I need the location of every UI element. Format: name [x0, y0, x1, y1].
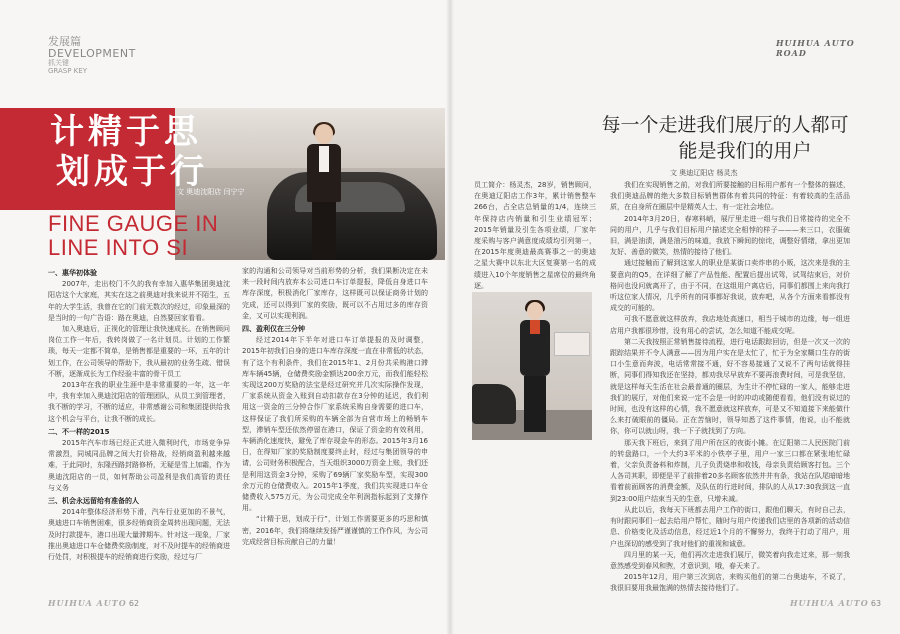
paragraph: 经过2014年下半年对进口车订单提报的及时调整，2015年初我们自身的进口车库存深度一直在非常低的状态，有了这个有利条件，我们在2015年1、2月份共采购港口滞库车辆45辆，仓储费奖励金额达200余万元，而我们能轻松实现这200万奖励的法宝是经过研究并几次实际操作发现，厂家系统从资金入账到自动扣款存在3分钟的延迟，我们利用这一资金的三分钟合作厂家系统采购自身需要的进口车，这样保证了我们所采购的车辆全部为自营市场上的畅销车型，滞销车型还依然停留在港口，保证了资金的有效利用，车辆消化速度快，避免了库存现金车的形态。2015年3月16日，在得知厂家的奖励制度要终止时，经过与集团领导的申请，公司财务积极配合，当天组织3000万资金上账，我们还是利用这资金3分钟，采购了69辆厂家奖励车型，实现300余万元的仓储费收入。2015年1季度，我们共实现进口车仓储费收入575万元，为公司完成全年利润指标起到了支撑作用。 [242, 336, 428, 513]
article-column-right [610, 180, 850, 595]
paragraph: 通过接触而了解到这家人的职业是某街口卖炸串的小贩，这次来是我的主要意向的Q5，在详细了解了产品性能、配置后提出试驾，试驾结束后，对价格问也没问就离开了，由于不同，在这组用户离店后，同事们都围上来向我打听这位家人情况，几乎所有的同事都好我说，放弃吧，从各个方面来看都没有成交的可能的。 [610, 259, 850, 313]
footer-left [48, 598, 139, 608]
profile-column [474, 180, 596, 292]
section-zh: 发展篇 [48, 35, 81, 48]
paragraph: 2015年汽车市场已经正式进入微利时代，市场竞争异常激烈，同城同品牌之间大打价格战，经销商盈利越来越难，于此同时，东隆西路封路修桥，无疑是雪上加霜，作为奥迪沈阳店的一员，如何帮助公司盈利是我们高管的责任 与义务 [48, 439, 230, 492]
article-title [590, 112, 860, 164]
section-sub-en: GRASP KEY [48, 66, 87, 75]
footer-right [790, 598, 881, 608]
page-number-right: 63 [870, 599, 882, 608]
paragraph: 从此以后，我每天下班都去用户工作的街口，跟他们聊天，有时自己去，有时跟同事们一起去给用户帮忙，随时与用户传递我们店里的各项新的活动信息、价格变化及活动信息，经过近1个月的不懈努力，我终于打动了用户，用户也深切的感受到了我对他们的重视和诚意。 [610, 505, 850, 548]
logo-line2: ROAD [776, 48, 807, 58]
article-title-line2: 能是我们的用户 [678, 140, 812, 162]
section-header [48, 36, 136, 76]
article-column-2 [242, 266, 428, 548]
english-title-line1: FINE GAUGE IN [48, 211, 219, 236]
paragraph: 员工简介：杨灵杰，28岁，销售顾问，在奥迪辽阳店工作3年，累计销售整车266台，占全店总销量的1/4，连续三年保持店内销量和引生业绩冠军；2015年销量及引生各项业绩，厂家年度采购与客户满意度成绩均引列第一，在2015年度奥迪最高赛事之一的奥迪之星大赛中以东北大区复赛第一名的成绩进入10个年度销售之星席位的最终角逐。 [474, 181, 596, 290]
logo-line1: HUIHUA AUTO [776, 38, 855, 48]
paragraph: 2015年12月，用户第三次到店，来购买他们的第二台奥迪车，不说了，我很旧要用我最饱满的热情去接待他们了。 [610, 573, 850, 593]
paragraph: 2007年，走出校门不久的我有幸加入惠华集团奥迪沈阳店这个大家庭，其实在这之前奥迪对我来说并不陌生，五年的大学生活，我曾在它的门前无数次的经过，印象最深的是当时的一句广告语：路在奥迪，自然要回家看看。 [48, 280, 230, 322]
magazine-logo [776, 38, 856, 58]
hero-byline: 文 奥迪沈阳店 闫宁宁 [177, 188, 245, 196]
english-title-line2: LINE INTO SI [48, 235, 189, 260]
paragraph: 2014年整体经济形势下滑，汽车行业更加的不景气，奥迪进口车销售困难，很多经销商资金周转出现问题，无法及时打款提车，港口出现大量滞期车。针对这一现象，厂家推出奥迪进口车仓储费奖励制度，对不及时提车的经销商进行处罚，对积极提车的经销商进行奖励，经过与厂 [48, 508, 230, 562]
hero-title [50, 112, 208, 192]
paragraph: 家的沟通和公司领导对当前形势的分析，我们果断决定在未来一段时间内放弃本公司进口车订单提报，降低自身进口车库存深度，积极消化厂家库存，这样既可以保证商务计划的完成，还可以得到厂家的奖励，既可以不占用过多的库存资金，又可以实现利润。 [242, 267, 428, 320]
paragraph: 那天我下班后，来到了用户所在区的夜街小摊。在辽阳第二人民医院门前的转盘路口，一个大约3平米的小铁亭子里，用户一家三口都在紧张地忙碌着，父亲负责备料和炸制，儿子负责烧串和收钱，母亲负责给顾客打包。三个人各司其职，即便是平了前排着20多名顾客依然井井有条，我站在队尾暗暗地看着前面顾客的消费金额，及队伍的行进时间，排队的人从17:30我到这一直到23:00用户结束当天的生意，只增未减。 [610, 438, 850, 503]
paragraph: 2013年在我的职业生涯中是非常重要的一年，这一年中，我有幸加入奥迪沈阳店的管理团队，从员工到管理者，我不断的学习，不断的适应，非常感谢公司和集团提供给我这个机会与平台，让我不断的成长。 [48, 381, 230, 423]
section-heading: 四、盈利仅在三分钟 [242, 325, 305, 334]
spine-shadow [446, 0, 454, 634]
footer-logo-right: HUIHUA AUTO [790, 598, 869, 608]
salesperson-figure [520, 302, 550, 432]
paragraph: 2014年3月20日，春寒料峭，展厅里走进一组与我们日常接待的完全不同的用户，几乎与我们目标用户描述完全相悖的样子———来三口，衣服破旧，满是油渍，满是油污的味道，我放下瞬间的惊诧，调整好情绪，拿出更加友好、善意的微笑，热情的接待了他们。 [610, 214, 850, 257]
paragraph: 我们在实现销售之前，对我们所要接触的目标用户都有一个整体的描述，我们奥迪品牌的绝大多数目标销售群体有着共同的特征：有着较高的生活品质，在自身所在圈层中是精英人士，有一定社会地位。 [610, 181, 850, 212]
section-sub-zh: 抓关键 [48, 59, 69, 68]
section-heading: 一、惠华初体验 [48, 269, 97, 277]
paragraph: “计精于思，划成于行”，计划工作需要更多的巧思和慎密，2016年，我们将继续发扬严谨谨慎的工作作风，为公司完成经营目标贡献自己的力量！ [242, 515, 428, 546]
english-title [48, 212, 218, 260]
paragraph: 四月里的某一天，他们再次走进我们展厅，微笑着向我走过来，那一刻我意然感受到春风和煦，才意识到，哦，春天来了。 [610, 550, 850, 570]
author-figure [307, 124, 341, 260]
section-heading: 二、不一样的2015 [48, 427, 110, 436]
section-en: DEVELOPMENT [48, 47, 136, 61]
profile-photo [472, 292, 592, 440]
section-heading: 三、机会永远留给有准备的人 [48, 497, 139, 506]
paragraph: 加入奥迪后，正视化的管理让我快速成长。在销售顾问岗位工作一年后，我转岗做了一名计划员。计划的工作繁琐，每天一定都不简单，是销售都是重要的一环，五年的计划工作，在公司领导的帮助下，我从最初的业务生疏、错误不断，逐渐成长为工作经验丰富的骨干员工 [48, 325, 230, 378]
paragraph: 可我不愿意就这样放弃，我店地处高速口，相当于城市的边缘，每一组进店用户我都很珍惜，没有用心的尝试，怎么知道不能成交呢。 [610, 315, 850, 335]
page-number-left: 62 [128, 599, 140, 608]
hero-title-line1: 计精于思 [50, 112, 202, 152]
article-byline: 文 奥迪辽阳店 杨灵杰 [670, 169, 738, 177]
paragraph: 第二天我按照正常销售接待流程，进行电话跟踪回访，但是一次又一次的跟踪结果并不令人满意——因为用户实在是太忙了，忙于为全家糊口生存的街口小生意而奔波，电话常常接不通，好不容易接通了又说不了两句话就得挂断，同事们得知我还在坚持，都劝我尽早放弃不要再浪费时间，可是我坚信，就是这样每天生活在社会最普通的圈层，为生计不停忙碌的一家人，能够走进我们的展厅，对他们来说一定不会是一时的冲动或随便看看，他们没有说过的时间，也没有这样的心情，我不愿意就这样放弃，可是又不知道接下来能做什么来打破眼前的僵局。正在苦恼时，领导知悉了这件事情，他说，山不能就你，你可以就山呀，我一下子就找到了方向。 [610, 337, 850, 436]
hero-title-line2: 划成于行 [56, 152, 208, 192]
article-title-line1: 每一个走进我们展厅的人都可 [601, 114, 849, 136]
article-column-1 [48, 266, 230, 563]
footer-logo: HUIHUA AUTO [48, 598, 127, 608]
